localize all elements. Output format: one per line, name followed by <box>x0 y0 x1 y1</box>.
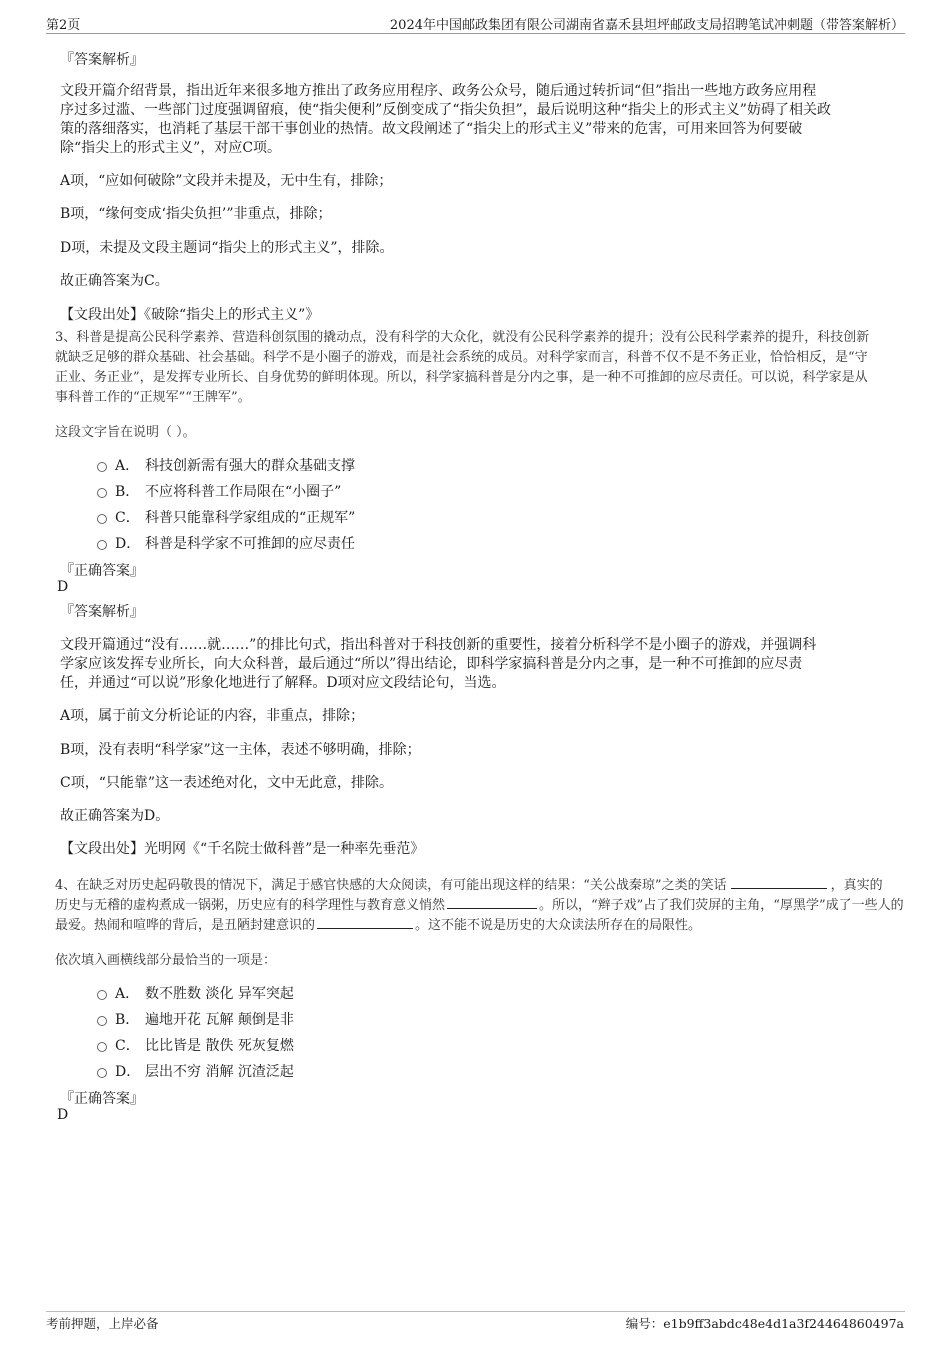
question-stem-line: 历史与无稽的虚构煮成一锅粥，历史应有的科学理性与教育意义悄然 。所以，“辫子戏”占了我们荧屏的主角，“厚黑学”成了一些人的 <box>55 894 904 913</box>
option-explanation: C项，“只能靠”这一表述绝对化，文中无此意，排除。 <box>60 775 394 791</box>
radio-icon[interactable] <box>97 540 107 550</box>
question-prompt: 这段文字旨在说明（ ）。 <box>55 425 196 440</box>
analysis-text-line: 除“指尖上的形式主义”，对应C项。 <box>60 140 282 156</box>
source-citation: 【文段出处】光明网《“千名院士做科普”是一种率先垂范》 <box>60 841 425 857</box>
radio-icon[interactable] <box>97 514 107 524</box>
fill-blank <box>317 915 413 929</box>
option-explanation: B项，“缘何变成‘指尖负担’”非重点，排除； <box>60 206 332 222</box>
analysis-label: 『答案解析』 <box>60 604 144 620</box>
question-stem-line: 正业、务正业”，是发挥专业所长、自身优势的鲜明体现。所以，科学家搞科普是分内之事，是一种不可推卸的应尽责任。可以说，科学家是从 <box>55 370 868 385</box>
analysis-text-line: 策的落细落实，也消耗了基层干部干事创业的热情。故文段阐述了“指尖上的形式主义”带来的危害，可用来回答为何要破 <box>60 121 803 137</box>
fill-blank <box>447 895 537 909</box>
analysis-text-line: 文段开篇介绍背景，指出近年来很多地方推出了政务应用程序、政务公众号，随后通过转折词“但”指出一些地方政务应用程 <box>60 83 817 99</box>
header-divider <box>46 33 905 34</box>
option-d[interactable]: D． 科普是科学家不可推卸的应尽责任 <box>97 533 355 553</box>
question-stem-line: 最爱。热闹和喧哗的背后，是丑陋封建意识的 。这不能不说是历史的大众读法所存在的局限性。 <box>55 914 701 933</box>
option-a[interactable]: A． 科技创新需有强大的群众基础支撑 <box>97 455 355 475</box>
option-explanation: B项，没有表明“科学家”这一主体，表述不够明确，排除； <box>60 742 421 758</box>
radio-icon[interactable] <box>97 1042 107 1052</box>
option-c[interactable]: C． 比比皆是 散佚 死灰复燃 <box>97 1035 294 1055</box>
answer-value: D <box>57 1107 69 1123</box>
question-stem-line: 4、在缺乏对历史起码敬畏的情况下，满足于感官快感的大众阅读，有可能出现这样的结果：“关公战秦琼”之类的笑话 ，真实的 <box>55 874 883 893</box>
question-stem-line: 就缺乏足够的群众基础、社会基础。科学不是小圈子的游戏，而是社会系统的成员。对科学家而言，科普不仅不是不务正业，恰恰相反，是“守 <box>55 350 868 365</box>
answer-label: 『正确答案』 <box>60 1091 144 1107</box>
analysis-text-line: 序过多过滥、一些部门过度强调留痕，使“指尖便利”反倒变成了“指尖负担”，最后说明这种“指尖上的形式主义”妨碍了相关政 <box>60 102 831 118</box>
fill-blank <box>731 875 827 889</box>
radio-icon[interactable] <box>97 462 107 472</box>
analysis-text-line: 任，并通过“可以说”形象化地进行了解释。D项对应文段结论句，当选。 <box>60 675 506 691</box>
footer-slogan: 考前押题，上岸必备 <box>46 1316 159 1331</box>
conclusion: 故正确答案为C。 <box>60 273 169 289</box>
radio-icon[interactable] <box>97 990 107 1000</box>
option-a[interactable]: A． 数不胜数 淡化 异军突起 <box>97 983 294 1003</box>
answer-value: D <box>57 579 69 595</box>
option-b[interactable]: B． 不应将科普工作局限在“小圈子” <box>97 481 341 501</box>
radio-icon[interactable] <box>97 488 107 498</box>
option-c[interactable]: C． 科普只能靠科学家组成的“正规军” <box>97 507 355 527</box>
document-title: 2024年中国邮政集团有限公司湖南省嘉禾县坦坪邮政支局招聘笔试冲刺题（带答案解析） <box>389 18 904 33</box>
question-prompt: 依次填入画横线部分最恰当的一项是： <box>55 953 277 968</box>
source-citation: 【文段出处】《破除“指尖上的形式主义”》 <box>60 307 320 323</box>
question-stem-line: 3、科普是提高公民科学素养、营造科创氛围的撬动点，没有科学的大众化，就没有公民科学素养的提升；没有公民科学素养的提升，科技创新 <box>55 330 870 345</box>
analysis-label: 『答案解析』 <box>60 52 144 68</box>
radio-icon[interactable] <box>97 1016 107 1026</box>
option-d[interactable]: D． 层出不穷 消解 沉渣泛起 <box>97 1061 294 1081</box>
option-b[interactable]: B． 遍地开花 瓦解 颠倒是非 <box>97 1009 294 1029</box>
option-explanation: A项，“应如何破除”文段并未提及，无中生有，排除； <box>60 173 393 189</box>
analysis-text-line: 学家应该发挥专业所长，向大众科普，最后通过“所以”得出结论，即科学家搞科普是分内之事，是一种不可推卸的应尽责 <box>60 656 803 672</box>
option-explanation: A项，属于前文分析论证的内容，非重点，排除； <box>60 708 365 724</box>
conclusion: 故正确答案为D。 <box>60 808 170 824</box>
footer-divider <box>46 1311 905 1312</box>
radio-icon[interactable] <box>97 1068 107 1078</box>
page-number: 第2页 <box>46 18 81 33</box>
option-explanation: D项，未提及文段主题词“指尖上的形式主义”，排除。 <box>60 240 394 256</box>
question-stem-line: 事科普工作的“正规军”“王牌军”。 <box>55 390 251 405</box>
answer-label: 『正确答案』 <box>60 563 144 579</box>
document-id: 编号：e1b9ff3abdc48e4d1a3f24464860497a <box>625 1316 904 1331</box>
analysis-text-line: 文段开篇通过“没有……就……”的排比句式，指出科普对于科技创新的重要性，接着分析科学不是小圈子的游戏，并强调科 <box>60 637 817 653</box>
